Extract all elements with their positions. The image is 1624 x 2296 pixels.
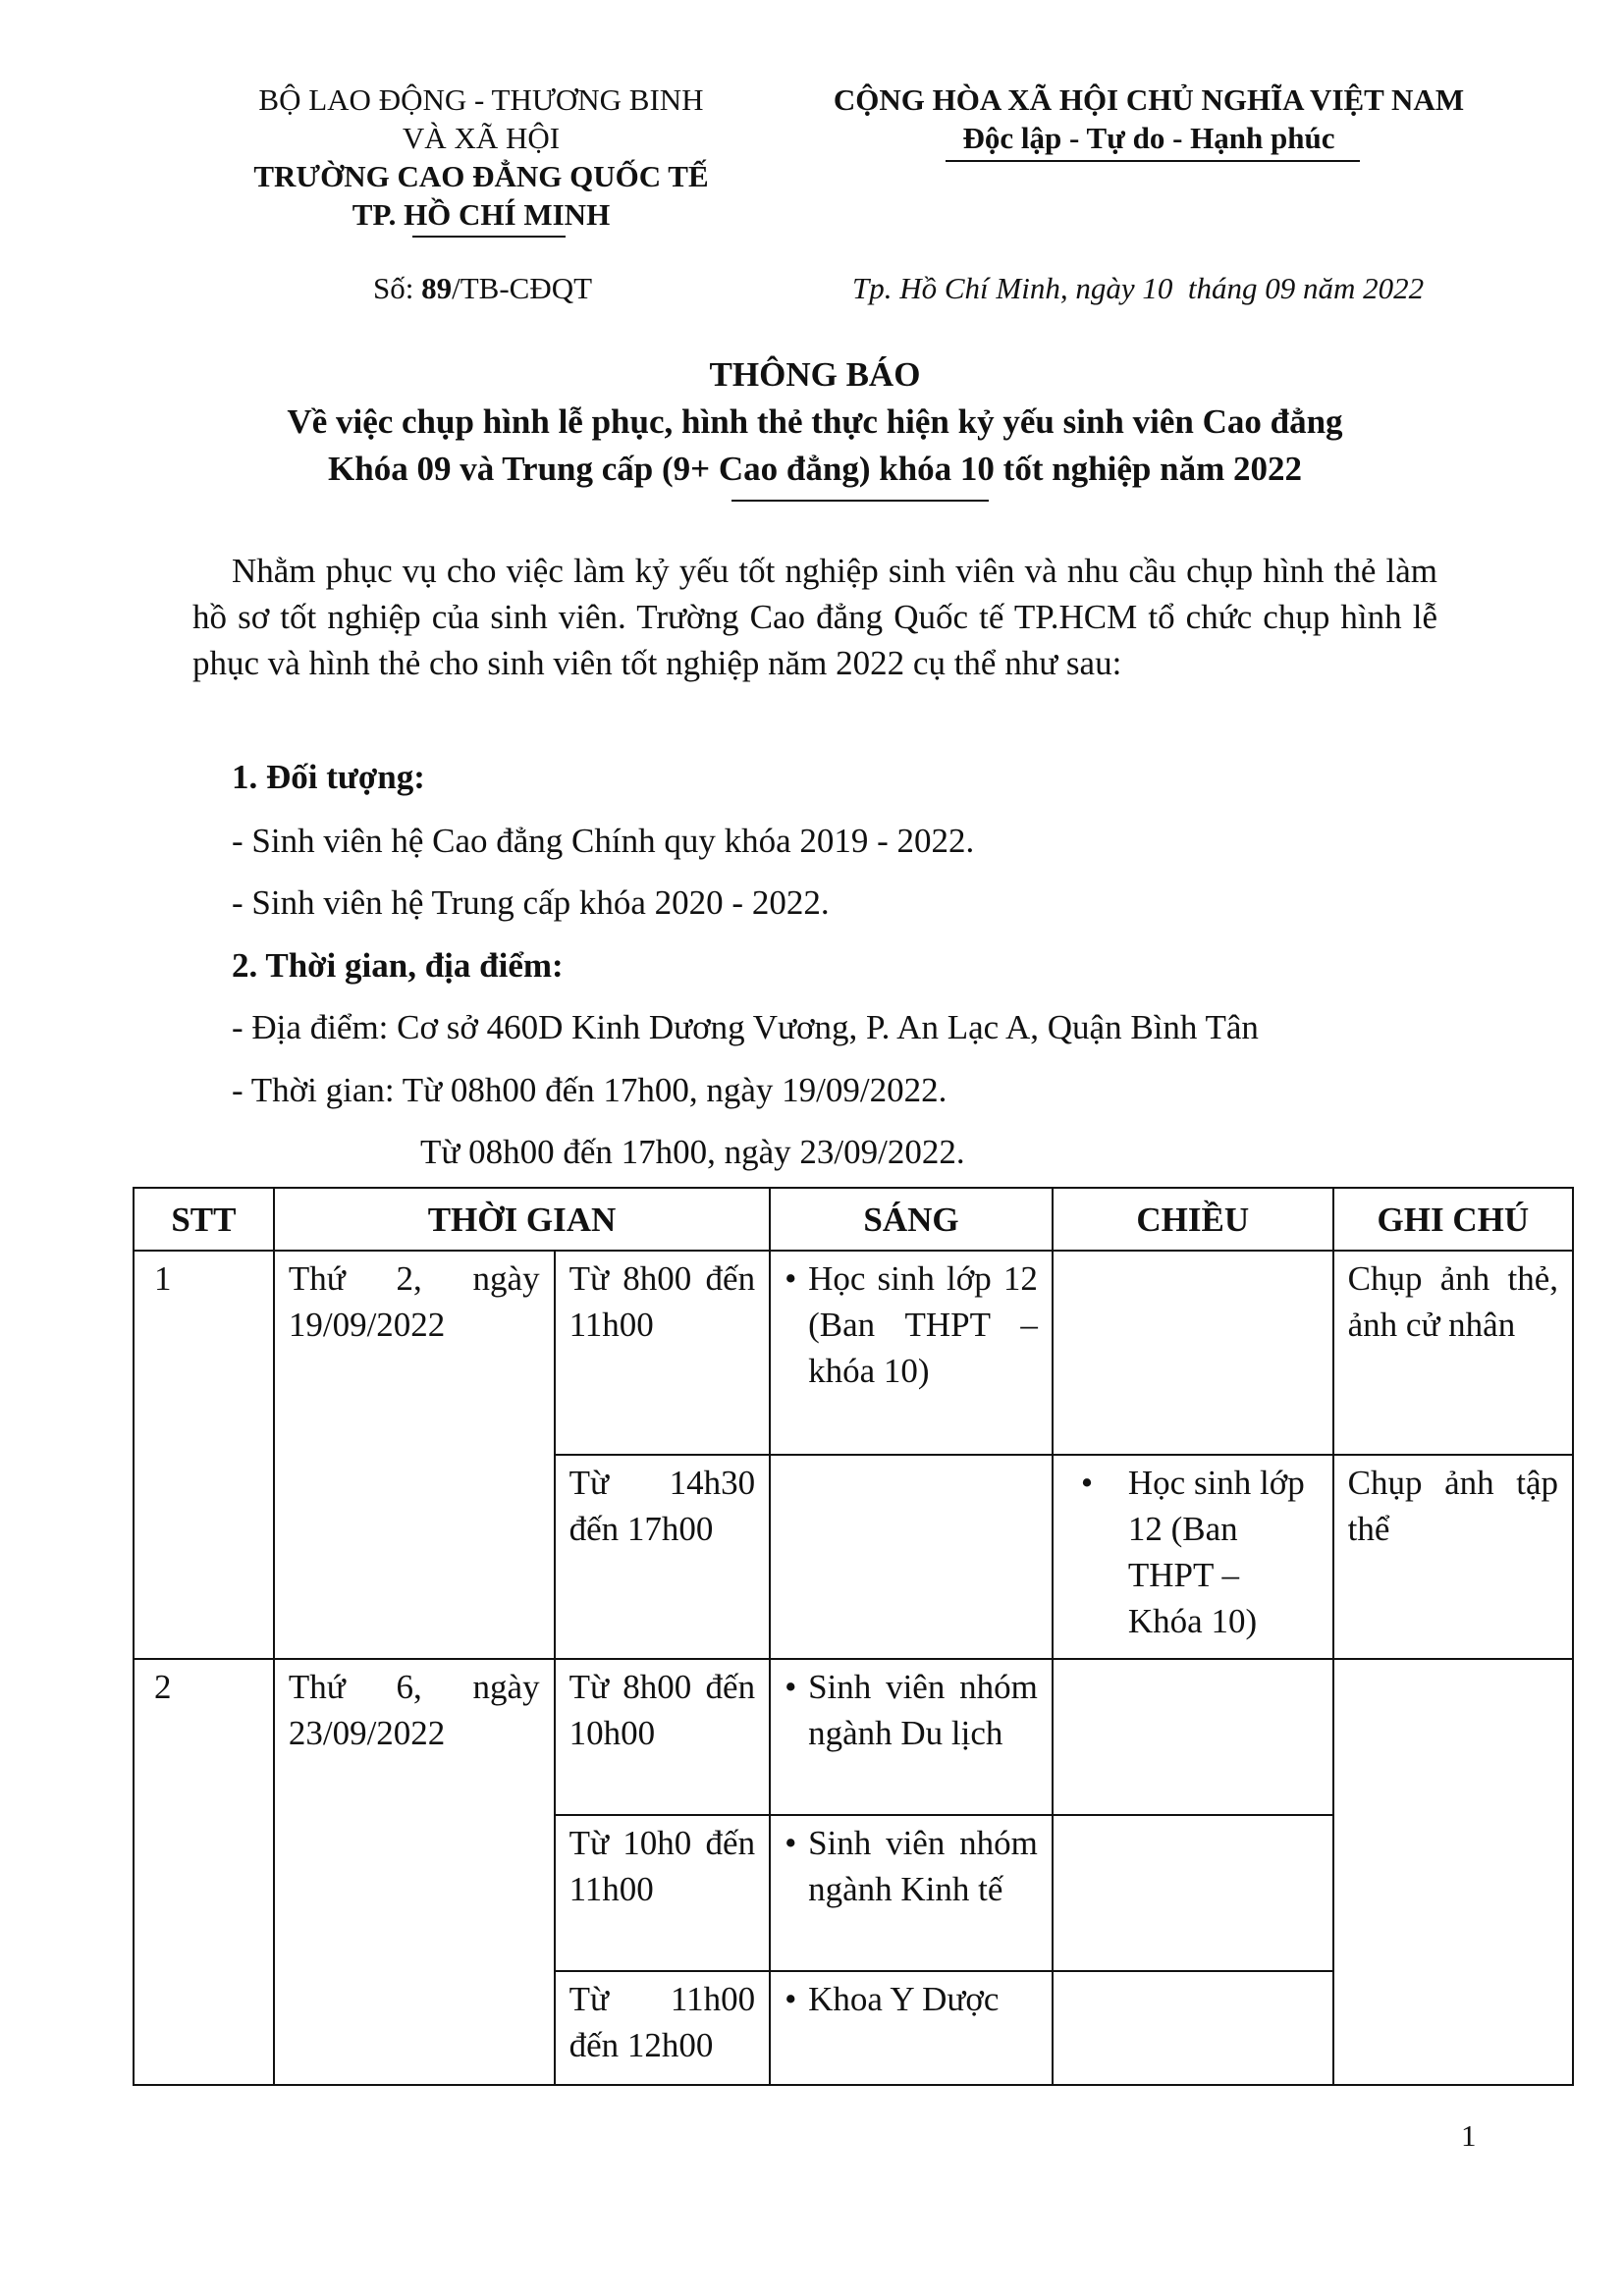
row2-slot3-sang-text: • Khoa Y Dược <box>785 1976 1038 2022</box>
section1-item-2: - Sinh viên hệ Trung cấp khóa 2020 - 2022. <box>232 883 830 922</box>
row2-slot3-time: Từ 11h00 đến 12h00 <box>555 1971 770 2085</box>
row2-day: Thứ 6, ngày 23/09/2022 <box>274 1659 555 2085</box>
school-city: TP. HỒ CHÍ MINH <box>352 197 611 232</box>
row2-slot2-chieu <box>1053 1815 1333 1971</box>
header-right <box>785 80 1512 157</box>
section2-time1: - Thời gian: Từ 08h00 đến 17h00, ngày 19/09/2022. <box>232 1071 947 1109</box>
header-thoi-gian: THỜI GIAN <box>274 1188 770 1251</box>
section2-heading: 2. Thời gian, địa điểm: <box>232 946 564 985</box>
doc-number-suffix: /TB-CĐQT <box>452 271 593 305</box>
table-row <box>134 1251 1573 1455</box>
school-name: TRƯỜNG CAO ĐẲNG QUỐC TẾ <box>253 159 709 193</box>
country-name: CỘNG HÒA XÃ HỘI CHỦ NGHĨA VIỆT NAM <box>833 82 1465 117</box>
row1-slot1-sang <box>770 1251 1053 1455</box>
row2-slot1-sang-text: • Sinh viên nhóm ngành Du lịch <box>785 1664 1038 1756</box>
header-stt: STT <box>134 1188 274 1251</box>
header-ghi-chu: GHI CHÚ <box>1333 1188 1573 1251</box>
title-main: THÔNG BÁO <box>709 355 921 394</box>
table-row <box>134 1659 1573 1815</box>
doc-number <box>373 269 592 308</box>
row1-slot2-sang <box>770 1455 1053 1659</box>
doc-number-value: 89 <box>421 271 453 305</box>
row1-slot1-time: Từ 8h00 đến 11h00 <box>555 1251 770 1455</box>
ministry-line2: VÀ XÃ HỘI <box>402 121 561 155</box>
row1-slot1-chieu <box>1053 1251 1333 1455</box>
intro-paragraph: Nhằm phục vụ cho việc làm kỷ yếu tốt nghiệp sinh viên và nhu cầu chụp hình thẻ làm hồ sơ tốt nghiệp của sinh viên. Trường Cao đẳng Quốc tế TP.HCM tổ chức chụp hình lễ phục và hình thẻ cho sinh viên tốt nghiệp năm 2022 cụ thể như sau: <box>192 552 1437 682</box>
row1-slot2-time: Từ 14h30 đến 17h00 <box>555 1455 770 1659</box>
row1-stt: 1 <box>134 1251 274 1659</box>
row2-slot3-sang <box>770 1971 1053 2085</box>
header-left-rule <box>412 236 566 238</box>
row1-slot2-chieu-text: • Học sinh lớp 12 (Ban THPT – Khóa 10) <box>1067 1460 1319 1644</box>
row1-slot1-note: Chụp ảnh thẻ, ảnh cử nhân <box>1333 1251 1573 1455</box>
row2-slot1-sang <box>770 1659 1053 1815</box>
row2-slot3-chieu <box>1053 1971 1333 2085</box>
row2-slot2-sang-text: • Sinh viên nhóm ngành Kinh tế <box>785 1820 1038 1912</box>
header-sang: SÁNG <box>770 1188 1053 1251</box>
motto-rule <box>946 160 1360 162</box>
row1-slot1-sang-text: • Học sinh lớp 12 (Ban THPT – khóa 10) <box>785 1255 1038 1394</box>
place-date: Tp. Hồ Chí Minh, ngày 10 tháng 09 năm 2022 <box>852 271 1425 305</box>
page-number: 1 <box>1461 2118 1477 2153</box>
section1-heading: 1. Đối tượng: <box>232 758 425 796</box>
row2-slot1-time: Từ 8h00 đến 10h00 <box>555 1659 770 1815</box>
section1-item-1: - Sinh viên hệ Cao đẳng Chính quy khóa 2019 - 2022. <box>232 822 975 860</box>
row1-slot2-chieu <box>1053 1455 1333 1659</box>
section2-time2: Từ 08h00 đến 17h00, ngày 23/09/2022. <box>420 1133 965 1171</box>
row2-slot2-sang <box>770 1815 1053 1971</box>
table-header-row <box>134 1188 1573 1251</box>
header-left <box>201 80 761 234</box>
row1-slot2-note: Chụp ảnh tập thể <box>1333 1455 1573 1659</box>
schedule-table <box>133 1187 1574 2086</box>
header-chieu: CHIỀU <box>1053 1188 1333 1251</box>
title-sub2: Khóa 09 và Trung cấp (9+ Cao đẳng) khóa 10 tốt nghiệp năm 2022 <box>328 450 1302 488</box>
row2-slot1-chieu <box>1053 1659 1333 1815</box>
row2-stt: 2 <box>134 1659 274 2085</box>
section2-location: - Địa điểm: Cơ sở 460D Kinh Dương Vương, P. An Lạc A, Quận Bình Tân <box>232 1008 1259 1046</box>
row1-day: Thứ 2, ngày 19/09/2022 <box>274 1251 555 1659</box>
ministry-line1: BỘ LAO ĐỘNG - THƯƠNG BINH <box>258 82 704 117</box>
motto: Độc lập - Tự do - Hạnh phúc <box>962 121 1335 155</box>
title-sub1: Về việc chụp hình lễ phục, hình thẻ thực hiện kỷ yếu sinh viên Cao đẳng <box>287 402 1343 441</box>
row2-note <box>1333 1659 1573 2085</box>
row2-slot2-time: Từ 10h0 đến 11h00 <box>555 1815 770 1971</box>
title-rule <box>731 500 989 502</box>
doc-number-prefix: Số: <box>373 271 422 305</box>
title-block <box>137 351 1492 493</box>
